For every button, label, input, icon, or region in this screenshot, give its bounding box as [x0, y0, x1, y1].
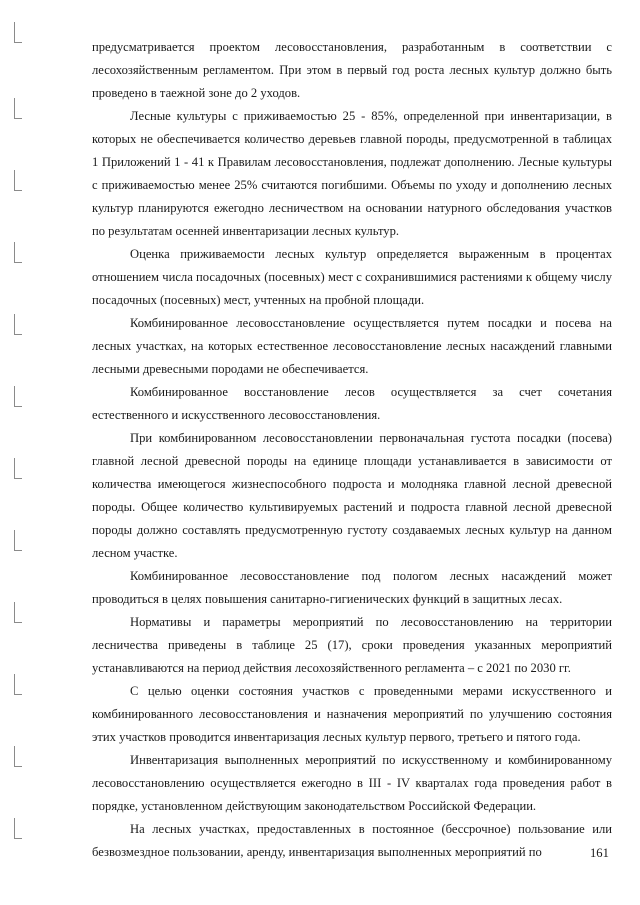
paragraph: Комбинированное лесовосстановление под пологом лесных насаждений может проводиться в целях повышения санитарно-гигиенических функций в защитных лесах.	[92, 569, 612, 606]
paragraph: Инвентаризация выполненных мероприятий по искусственному и комбинированному лесовосстановлению осуществляется ежегодно в III - IV кварталах года проведения работ в порядке, установленном действующим законодательством Российской Федерации.	[92, 753, 612, 813]
binding-mark	[14, 458, 22, 479]
binding-mark	[14, 746, 22, 767]
binding-mark	[14, 530, 22, 551]
page-number: 161	[590, 846, 609, 860]
paragraph: Лесные культуры с приживаемостью 25 - 85%, определенной при инвентаризации, в которых не обеспечивается количество деревьев главной породы, предусмотренной в таблицах 1 Приложений 1 - 41 к Правилам лесовосстановления, подлежат дополнению. Лесные культуры с приживаемостью менее 25% считаются погибшими. Объемы по уходу и дополнению лесных культур планируются ежегодно лесничеством на основании натурного обследования участков по результатам осенней инвентаризации лесных культур.	[92, 109, 612, 238]
binding-mark	[14, 386, 22, 407]
binding-mark	[14, 818, 22, 839]
binding-mark	[14, 602, 22, 623]
paragraph: На лесных участках, предоставленных в постоянное (бессрочное) пользование или безвозмездное пользовании, аренду, инвентаризация выполненных мероприятий по	[92, 822, 612, 859]
paragraph: С целью оценки состояния участков с проведенными мерами искусственного и комбинированного лесовосстановления и назначения мероприятий по улучшению состояния этих участков проводится инвентаризация лесных культур первого, третьего и пятого года.	[92, 684, 612, 744]
paragraph: Комбинированное лесовосстановление осуществляется путем посадки и посева на лесных участках, на которых естественное лесовосстановление лесных насаждений главными лесными древесными породами не обеспечивается.	[92, 316, 612, 376]
page-body	[92, 36, 612, 864]
binding-mark	[14, 674, 22, 695]
paragraph: При комбинированном лесовосстановлении первоначальная густота посадки (посева) главной лесной древесной породы на единице площади устанавливается в зависимости от количества имеющегося жизнеспособного подроста и молодняка главной лесной древесной породы. Общее количество культивируемых растений и подроста главной лесной древесной породы должно составлять предусмотренную густоту создаваемых лесных культур на данном лесном участке.	[92, 431, 612, 560]
binding-margin	[0, 0, 34, 905]
binding-mark	[14, 98, 22, 119]
paragraph: Комбинированное восстановление лесов осуществляется за счет сочетания естественного и искусственного лесовосстановления.	[92, 385, 612, 422]
binding-mark	[14, 170, 22, 191]
binding-mark	[14, 314, 22, 335]
paragraph: предусматривается проектом лесовосстановления, разработанным в соответствии с лесохозяйственным регламентом. При этом в первый год роста лесных культур должно быть проведено в таежной зоне до 2 уходов.	[92, 40, 612, 100]
paragraph: Нормативы и параметры мероприятий по лесовосстановлению на территории лесничества приведены в таблице 25 (17), сроки проведения указанных мероприятий устанавливаются на период действия лесохозяйственного регламента – с 2021 по 2030 гг.	[92, 615, 612, 675]
binding-mark	[14, 22, 22, 43]
binding-mark	[14, 242, 22, 263]
paragraph: Оценка приживаемости лесных культур определяется выраженным в процентах отношением числа посадочных (посевных) мест с сохранившимися растениями к общему числу посадочных (посевных) мест, учтенных на пробной площади.	[92, 247, 612, 307]
